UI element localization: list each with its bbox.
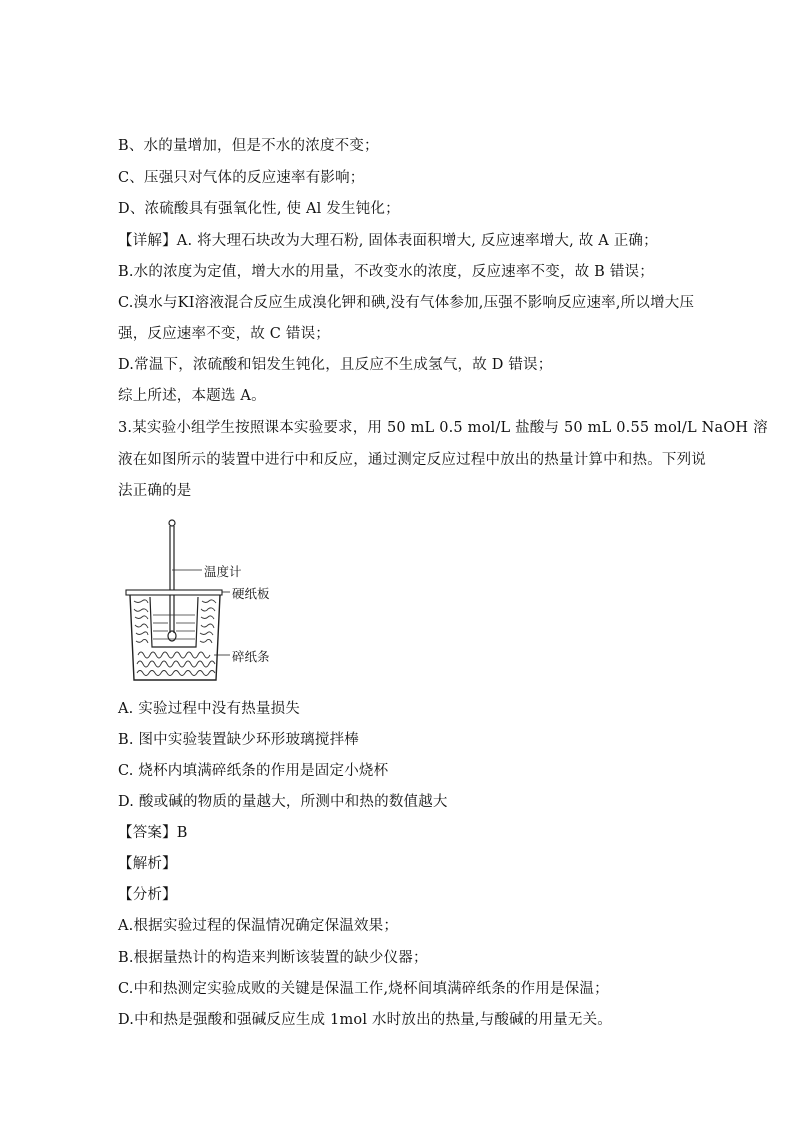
analysis-line: B.根据量热计的构造来判断该装置的缺少仪器； bbox=[118, 950, 428, 966]
thermometer-label: 温度计 bbox=[204, 564, 242, 579]
answer-label: 【答案】B bbox=[118, 825, 188, 841]
calorimeter-figure bbox=[122, 515, 282, 685]
analysis-line: A.根据实验过程的保温情况确定保温效果； bbox=[118, 918, 399, 934]
text-line: B.水的浓度为定值，增大水的用量，不改变水的浓度，反应速率不变，故 B 错误； bbox=[118, 264, 654, 280]
analysis-heading: 【分析】 bbox=[118, 887, 177, 903]
question-stem: 液在如图所示的装置中进行中和反应，通过测定反应过程中放出的热量计算中和热。下列说 bbox=[118, 452, 706, 468]
option-a: A. 实验过程中没有热量损失 bbox=[118, 701, 300, 717]
analysis-line: D.中和热是强酸和强碱反应生成 1mol 水时放出的热量,与酸碱的用量无关。 bbox=[118, 1012, 612, 1028]
explanation-heading: 【解析】 bbox=[118, 856, 177, 872]
text-line: 强，反应速率不变，故 C 错误； bbox=[118, 326, 331, 342]
option-c: C. 烧杯内填满碎纸条的作用是固定小烧杯 bbox=[118, 763, 389, 779]
question-stem: 法正确的是 bbox=[118, 483, 192, 499]
text-line: C、压强只对气体的反应速率有影响； bbox=[118, 170, 365, 186]
text-line: 【详解】A. 将大理石块改为大理石粉, 固体表面积增大, 反应速率增大, 故 A 正确； bbox=[118, 233, 658, 249]
board-label: 硬纸板 bbox=[232, 586, 270, 601]
text-line: C.溴水与KI溶液混合反应生成溴化钾和碘,没有气体参加,压强不影响反应速率,所以增大压 bbox=[118, 295, 695, 311]
text-line: 综上所述，本题选 A。 bbox=[118, 388, 266, 404]
option-d: D. 酸或碱的物质的量越大，所测中和热的数值越大 bbox=[118, 794, 448, 810]
text-line: B、水的量增加，但是不水的浓度不变； bbox=[118, 138, 379, 154]
question-stem: 3.某实验小组学生按照课本实验要求，用 50 mL 0.5 mol/L 盐酸与 50 mL 0.55 mol/L NaOH 溶 bbox=[118, 420, 768, 436]
paper-strip-label: 碎纸条 bbox=[232, 649, 270, 664]
analysis-line: C.中和热测定实验成败的关键是保温工作,烧杯间填满碎纸条的作用是保温； bbox=[118, 981, 609, 997]
text-line: D.常温下，浓硫酸和铝发生钝化，且反应不生成氢气，故 D 错误； bbox=[118, 357, 553, 373]
option-b: B. 图中实验装置缺少环形玻璃搅拌棒 bbox=[118, 732, 359, 748]
text-line: D、浓硫酸具有强氧化性, 使 Al 发生钝化； bbox=[118, 201, 400, 217]
